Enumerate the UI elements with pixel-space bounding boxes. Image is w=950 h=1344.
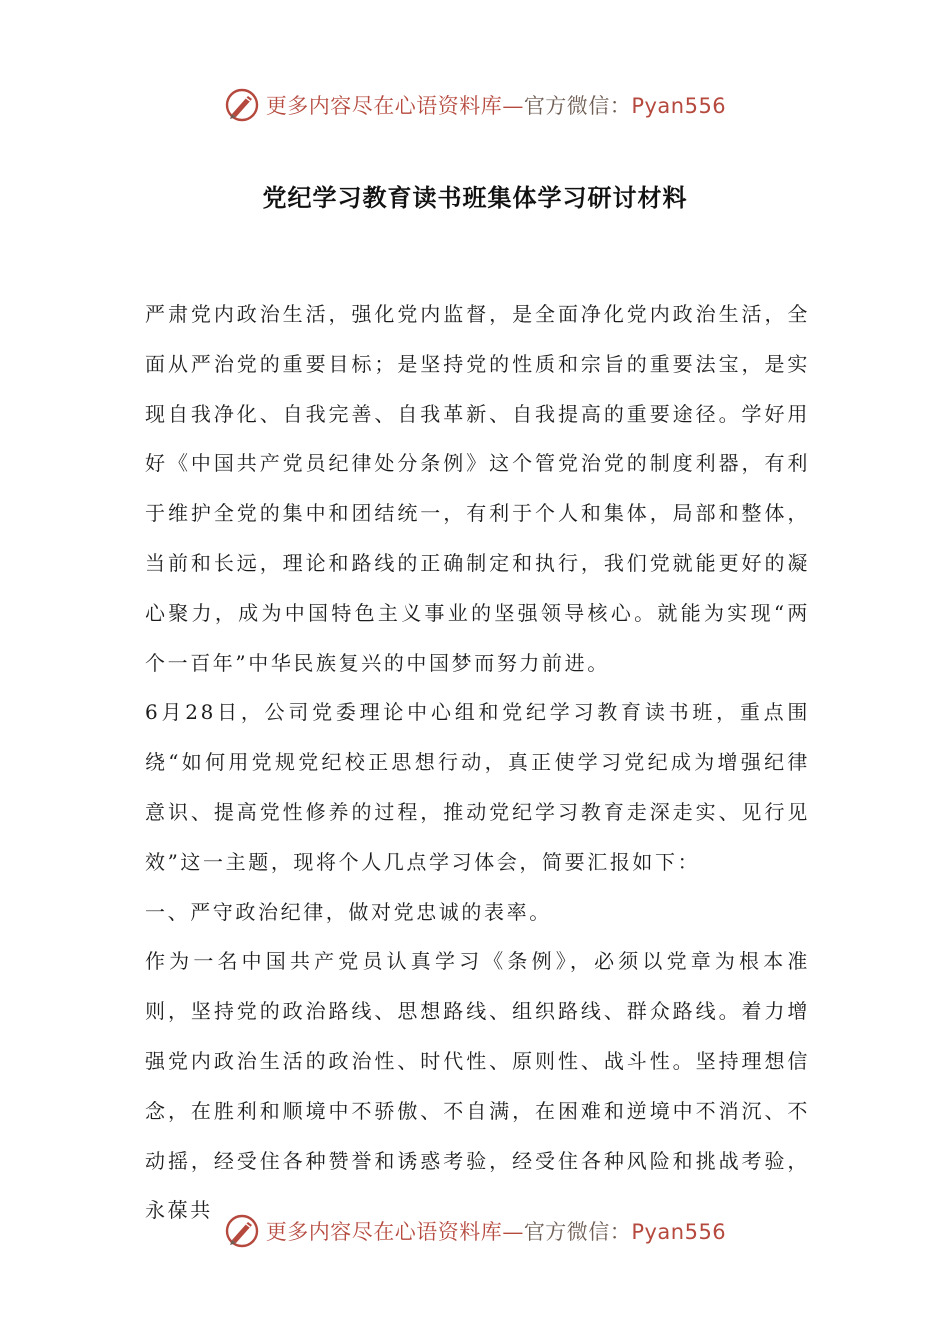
footer-banner-main: 更多内容尽在心语资料库 bbox=[265, 1220, 503, 1244]
footer-banner-separator: — bbox=[502, 1220, 524, 1244]
header-banner-separator: — bbox=[502, 94, 524, 118]
paragraph-meeting: 6月28日，公司党委理论中心组和党纪学习教育读书班，重点围绕“如何用党规党纪校正思想行动，真正使学习党纪成为增强纪律意识、提高党性修养的过程，推动党纪学习教育走深走实、见行见效”这一主题，现将个人几点学习体会，简要汇报如下： bbox=[145, 700, 810, 874]
header-banner-wechat-id: Pyan556 bbox=[631, 94, 727, 118]
document-title: 党纪学习教育读书班集体学习研讨材料 bbox=[262, 184, 688, 212]
pen-logo-icon bbox=[224, 87, 260, 123]
document-body bbox=[145, 290, 810, 1236]
paragraph-intro: 严肃党内政治生活，强化党内监督，是全面净化党内政治生活，全面从严治党的重要目标；是坚持党的性质和宗旨的重要法宝，是实现自我净化、自我完善、自我革新、自我提高的重要途径。学好用好《中国共产党员纪律处分条例》这个管党治党的制度利器，有利于维护全党的集中和团结统一，有利于个人和集体，局部和整体，当前和长远，理论和路线的正确制定和执行，我们党就能更好的凝心聚力，成为中国特色主义事业的坚强领导核心。就能为实现“两个一百年”中华民族复兴的中国梦而努力前进。 bbox=[145, 302, 810, 675]
header-banner-secondary: 官方微信： bbox=[523, 94, 632, 118]
header-banner bbox=[0, 82, 950, 128]
header-banner-content bbox=[224, 87, 726, 123]
footer-banner-content bbox=[224, 1213, 726, 1249]
footer-banner-secondary: 官方微信： bbox=[523, 1220, 632, 1244]
section-heading-1: 一、严守政治纪律，做对党忠诚的表率。 bbox=[145, 899, 552, 924]
pen-logo-icon bbox=[224, 1213, 260, 1249]
header-banner-main: 更多内容尽在心语资料库 bbox=[265, 94, 503, 118]
paragraph-section-1: 作为一名中国共产党员认真学习《条例》，必须以党章为根本准则，坚持党的政治路线、思想路线、组织路线、群众路线。着力增强党内政治生活的政治性、时代性、原则性、战斗性。坚持理想信念，在胜利和顺境中不骄傲、不自满，在困难和逆境中不消沉、不动摇，经受住各种赞誉和诱惑考验，经受住各种风险和挑战考验，永葆共 bbox=[145, 949, 810, 1223]
header-banner-text bbox=[266, 90, 726, 120]
footer-banner bbox=[0, 1208, 950, 1254]
footer-banner-text bbox=[266, 1216, 726, 1246]
footer-banner-wechat-id: Pyan556 bbox=[631, 1220, 727, 1244]
